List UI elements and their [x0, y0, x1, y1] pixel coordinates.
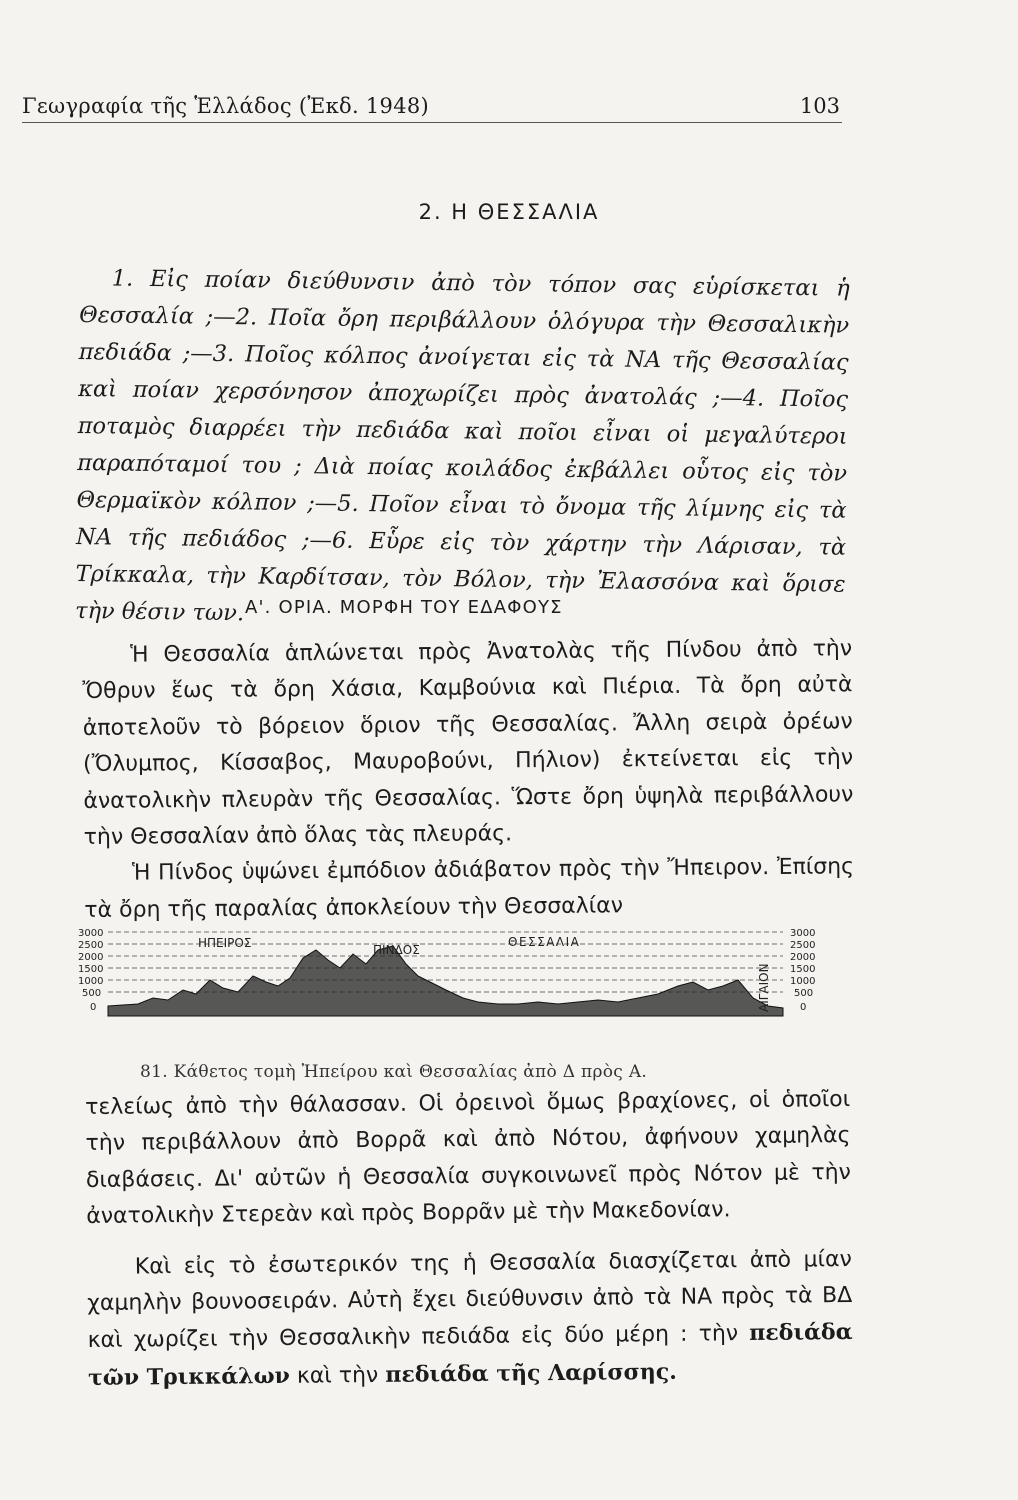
tick-left: 2500 [78, 940, 104, 951]
tick-right: 1500 [790, 964, 816, 975]
subsection-heading: Α'. ΟΡΙΑ. ΜΟΡΦΗ ΤΟΥ ΕΔΑΦΟΥΣ [245, 597, 563, 618]
interior-connector-2: καὶ τὴν [296, 1362, 379, 1389]
body-text-block-1 [82, 631, 855, 929]
header-title: Γεωγραφία τῆς Ἑλλάδος (Ἐκδ. 1948) [22, 94, 430, 118]
exercise-questions [75, 260, 850, 641]
running-header [22, 92, 842, 123]
trikala-plain: πεδιάδα τῶν Τρικκάλων [87, 1319, 853, 1391]
paragraph-pindos: Ἡ Πίνδος ὑψώνει ἐμπόδιον ἀδιάβατον πρὸς τὴν Ἤπειρον. Ἐπίσης τὰ ὄρη τῆς παραλίας ἀποκλείουν τὴν Θεσσαλίαν [84, 854, 855, 923]
tick-left: 2000 [78, 952, 104, 963]
paragraph-passes: τελείως ἀπὸ τὴν θάλασσαν. Οἱ ὀρεινοὶ ὅμως βραχίονες, οἱ ὁποῖοι τὴν περιβάλλουν ἀπὸ Βορρᾶ καὶ ἀπὸ Νότου, ἀφήνουν χαμηλὰς διαβάσεις. Δι' αὐτῶν ἡ Θεσσαλία συγκοινωνεῖ πρὸς Νότον μὲ τὴν ἀνατολικὴν Στερεὰν καὶ πρὸς Βορρᾶν μὲ τὴν Μακεδονίαν. [85, 1086, 852, 1230]
paragraph-interior [87, 1242, 854, 1398]
tick-right: 2500 [790, 940, 816, 951]
label-aegean: ΑΙΓΑΙΟΝ [757, 963, 771, 1012]
interior-text: Καὶ εἰς τὸ ἐσωτερικόν της ἡ Θεσσαλία διασχίζεται ἀπὸ μίαν χαμηλὴν βουνοσειράν. Αὐτὴ ἔχει διεύθυνσιν ἀπὸ τὰ ΝΑ πρὸς τὰ ΒΔ καὶ χωρίζει τὴν Θεσσαλικὴν πεδιάδα εἰς δύο μέρη : [87, 1246, 853, 1354]
tick-right: 500 [794, 988, 814, 999]
section-title: 2. Η ΘΕΣΣΑΛΙΑ [418, 200, 600, 224]
terrain-profile [108, 946, 783, 1016]
tick-left: 1000 [78, 976, 104, 987]
tick-left: 500 [82, 988, 102, 999]
tick-right: 2000 [790, 952, 816, 963]
label-pindos: ΠΙΝΔΟΣ [373, 943, 420, 957]
tick-right: 0 [800, 1002, 807, 1013]
cross-section-svg [78, 920, 828, 1040]
elevation-axis-right [790, 928, 815, 1013]
tick-right: 3000 [790, 928, 816, 939]
label-thessaly: ΘΕΣΣΑΛΙΑ [508, 935, 581, 949]
tick-right: 1000 [790, 976, 816, 987]
figure-caption: 81. Κάθετος τομὴ Ἠπείρου καὶ Θεσσαλίας ἀπὸ Δ πρὸς Α. [140, 1062, 648, 1082]
tick-left: 0 [90, 1002, 97, 1013]
cross-section-figure [78, 920, 828, 1040]
questions-text: 1. Εἰς ποίαν διεύθυνσιν ἀπὸ τὸν τόπον σας εὑρίσκεται ἡ Θεσσαλία ;—2. Ποῖα ὄρη περιβάλλουν ὁλόγυρα τὴν Θεσσαλικὴν πεδιάδα ;—3. Ποῖος κόλπος ἀνοίγεται εἰς τὰ ΝΑ τῆς Θεσσαλίας καὶ ποίαν χερσόνησον ἀποχωρίζει πρὸς ἀνατολάς ;—4. Ποῖος ποταμὸς διαρρέει τὴν πεδιάδα καὶ ποῖοι εἶναι οἱ μεγαλύτεροι παραπόταμοί του ; Διὰ ποίας κοιλάδος ἐκβάλλει οὗτος εἰς τὸν Θερμαϊκὸν κόλπον ;—5. Ποῖον εἶναι τὸ ὄνομα τῆς λίμνης εἰς τὰ ΝΑ τῆς πεδιάδος ;—6. Εὗρε εἰς τὸν χάρτην τὴν Λάρισαν, τὰ Τρίκκαλα, τὴν Καρδίτσαν, τὸν Βόλον, τὴν Ἐλασσόνα καὶ ὅρισε τὴν θέσιν των. [74, 265, 850, 627]
tick-left: 1500 [78, 964, 104, 975]
elevation-axis-left [78, 928, 103, 1013]
tick-left: 3000 [78, 928, 104, 939]
interior-connector-1: τὴν [698, 1321, 739, 1348]
larisa-plain: πεδιάδα τῆς Λαρίσσης. [385, 1358, 677, 1388]
body-text-block-2 [85, 1082, 853, 1397]
paragraph-borders: Ἡ Θεσσαλία ἁπλώνεται πρὸς Ἀνατολὰς τῆς Πίνδου ἀπὸ τὴν Ὄθρυν ἕως τὰ ὄρη Χάσια, Καμβούνια καὶ Πιέρια. Τὰ ὄρη αὐτὰ ἀποτελοῦν τὸ βόρειον ὅριον τῆς Θεσσαλίας. Ἄλλη σειρὰ ὀρέων (Ὄλυμπος, Κίσσαβος, Μαυροβούνι, Πήλιον) ἐκτείνεται εἰς τὴν ἀνατολικὴν πλευρὰν τῆς Θεσσαλίας. Ὥστε ὄρη ὑψηλὰ περιβάλλουν τὴν Θεσσαλίαν ἀπὸ ὅλας τὰς πλευράς. [82, 636, 854, 851]
label-epirus: ΗΠΕΙΡΟΣ [198, 936, 252, 950]
page-number: 103 [799, 94, 840, 118]
